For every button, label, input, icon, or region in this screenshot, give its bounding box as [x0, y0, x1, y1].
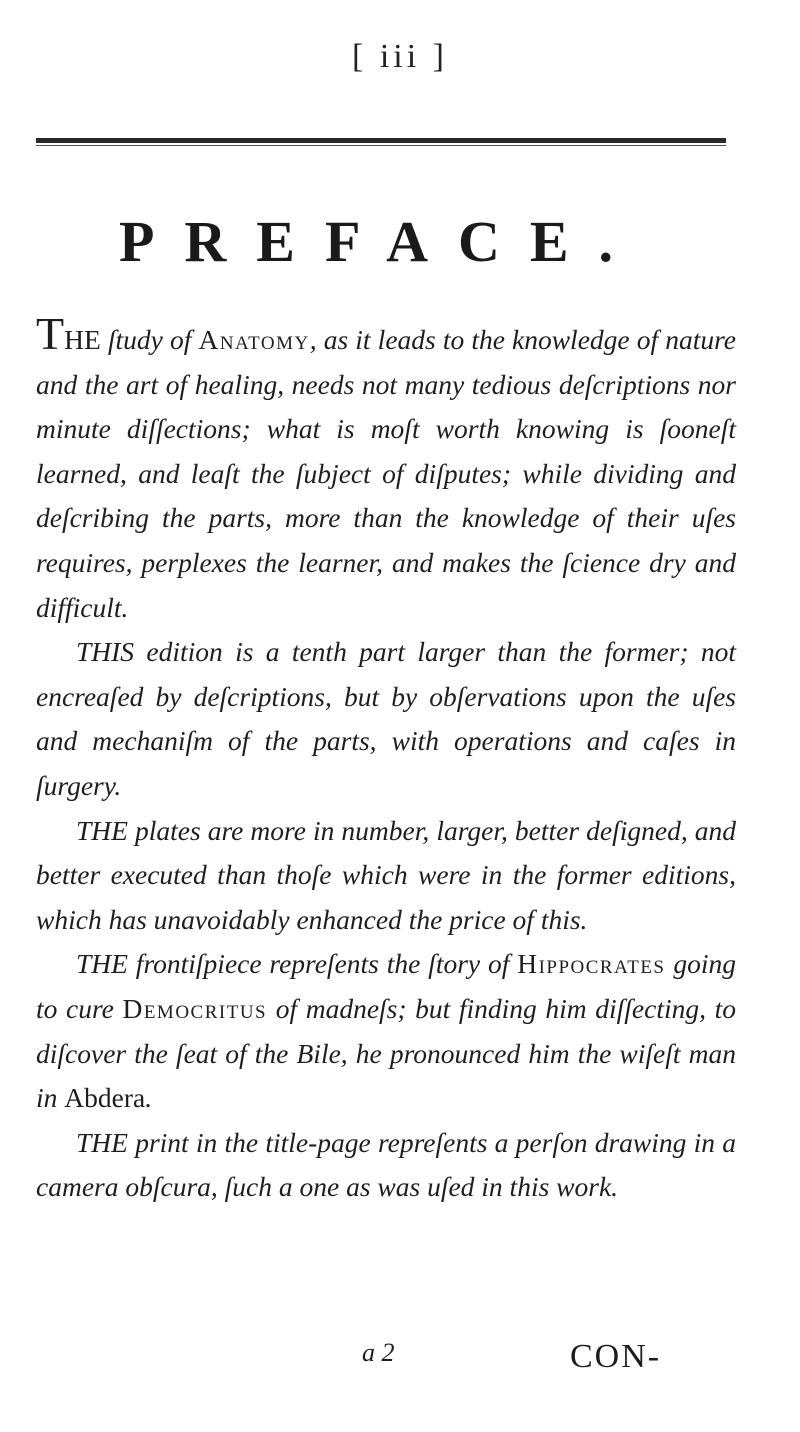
paragraph-3-lead: THE	[76, 814, 128, 846]
paragraph-4-text-d: .	[145, 1082, 153, 1114]
page-number: [ iii ]	[352, 38, 448, 75]
paragraph-4-hippocrates: Hippocrates	[517, 948, 666, 980]
paragraph-1-text-a: ſtudy of	[107, 324, 199, 355]
paragraph-1-anatomy: Anatomy	[198, 324, 310, 355]
header-rule	[36, 138, 726, 143]
paragraph-1	[36, 308, 736, 630]
paragraph-4-lead: THE	[76, 948, 128, 980]
catchword: CON-	[570, 1338, 662, 1375]
page-footer	[0, 1338, 800, 1378]
paragraph-5	[36, 1121, 736, 1210]
paragraph-3	[36, 809, 736, 943]
paragraph-3-text: plates are more in number, larger, better deſigned, and better executed than thoſe which were in the former editions, which has unavoidably enhanced the price of this.	[36, 814, 736, 935]
paragraph-2-lead: THIS	[76, 636, 135, 668]
paragraph-2-text: edition is a tenth part larger than the former; not encreaſed by deſcriptions, but by obſervations upon the uſes and mechaniſm of the parts, with operations and caſes in ſurgery.	[36, 636, 736, 801]
paragraph-1-lead: HE	[64, 324, 108, 355]
preface-body	[36, 308, 737, 1210]
paragraph-5-lead: THE	[76, 1126, 128, 1158]
paragraph-4-abdera: Abdera	[64, 1082, 146, 1114]
drop-initial: T	[36, 308, 65, 359]
preface-heading: PREFACE.	[118, 209, 644, 274]
paragraph-4	[36, 942, 736, 1120]
paragraph-1-text-b: , as it leads to the knowledge of nature and the art of healing, needs not many tedious deſcriptions nor minute diſſections; what is moſt worth knowing is ſooneſt learned, and leaſt the ſubject of diſputes; while dividing and deſcribing the parts, more than the knowledge of their uſes requires, perplexes the learner, and makes the ſcience dry and difficult.	[36, 324, 736, 623]
paragraph-4-democritus: Democritus	[122, 992, 268, 1024]
header-rule-thin	[36, 145, 726, 146]
signature-mark: a 2	[362, 1338, 395, 1367]
paragraph-4-text-c: of madneſs; but finding him diſſecting, to diſcover the ſeat of the Bile, he pronounced him the wiſeſt man in	[36, 992, 736, 1114]
paragraph-2	[36, 630, 736, 808]
paragraph-4-text-b: going to cure	[36, 948, 737, 1024]
paragraph-4-text-a: frontiſpiece repreſents the ſtory of	[127, 948, 518, 980]
paragraph-5-text: print in the title-page repreſents a perſon drawing in a camera obſcura, ſuch a one as was uſed in this work.	[36, 1126, 736, 1203]
